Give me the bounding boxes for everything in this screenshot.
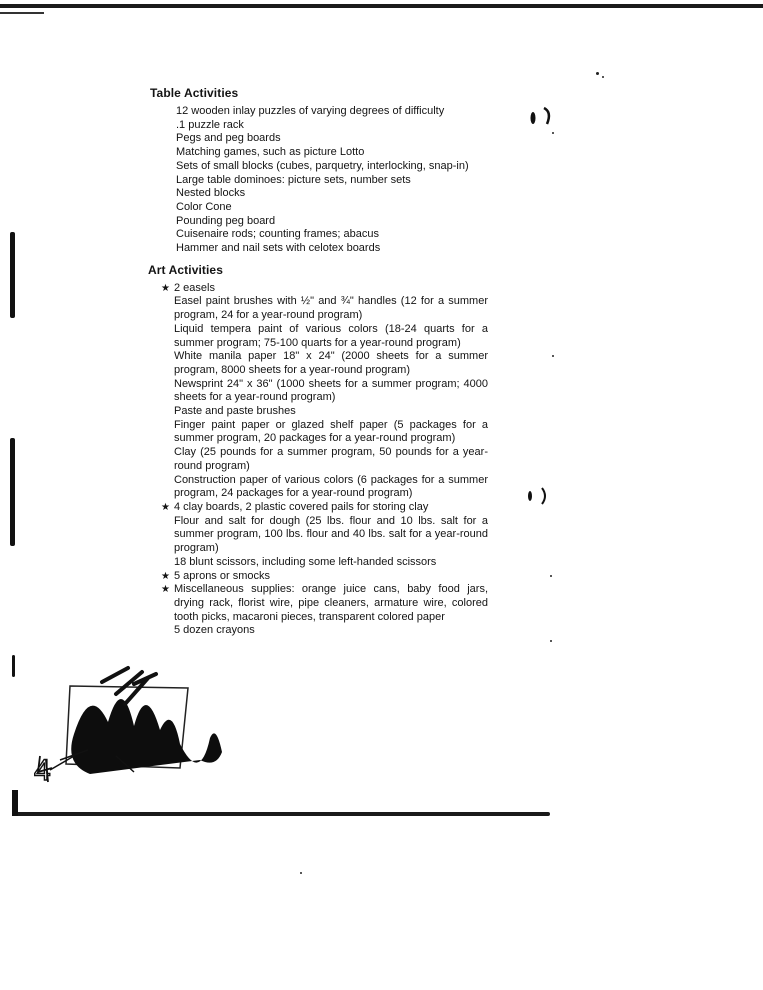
list-item-text: Newsprint 24" x 36" (1000 sheets for a summer program; 4000 sheets for a year-round program)	[174, 377, 488, 404]
section-table-activities	[148, 86, 488, 256]
list-item-text: Paste and paste brushes	[174, 405, 296, 418]
list-item-text: Pegs and peg boards	[176, 132, 281, 145]
speck	[300, 872, 302, 874]
speck	[552, 132, 554, 134]
bottom-rule	[12, 812, 550, 816]
star-icon: ★	[161, 570, 170, 582]
list-item-text: Finger paint paper or glazed shelf paper (5 packages for a summer program, 20 packages for a year-round program)	[174, 418, 488, 445]
list-item	[174, 556, 488, 570]
list-item	[174, 474, 488, 501]
speck	[552, 355, 554, 357]
speck	[550, 640, 552, 642]
left-margin-bar	[10, 232, 15, 318]
list-item	[176, 174, 488, 188]
list-item	[174, 624, 488, 638]
list-item-text: 4 clay boards, 2 plastic covered pails for storing clay	[174, 500, 429, 513]
list-item	[174, 378, 488, 405]
scribbled-drawing-icon	[30, 664, 230, 784]
top-rule-fragment	[0, 12, 44, 14]
list-item	[176, 132, 488, 146]
list-item-text: Flour and salt for dough (25 lbs. flour and 10 lbs. salt for a summer program, 100 lbs. flour and 40 lbs. salt for a year-round program)	[174, 514, 488, 555]
list-item-text: Color Cone	[176, 200, 232, 213]
item-list	[148, 105, 488, 256]
handwritten-paren-icon	[520, 484, 560, 508]
list-item-text: Liquid tempera paint of various colors (18-24 quarts for a summer program; 75-100 quarts for a year-round program)	[174, 322, 488, 349]
item-list	[148, 282, 488, 638]
speck	[602, 76, 604, 78]
document-body	[148, 86, 488, 638]
star-icon: ★	[161, 501, 170, 513]
list-item-text: Sets of small blocks (cubes, parquetry, interlocking, snap-in)	[176, 159, 469, 172]
list-item	[176, 119, 488, 133]
list-item	[174, 323, 488, 350]
list-item-text: 2 easels	[174, 281, 215, 294]
list-item	[174, 405, 488, 419]
list-item-text: Matching games, such as picture Lotto	[176, 146, 365, 159]
list-item	[161, 500, 488, 515]
bottom-rule-tick	[12, 790, 18, 816]
top-rule	[0, 4, 763, 8]
list-item	[176, 228, 488, 242]
list-item	[176, 201, 488, 215]
left-margin-bar	[12, 655, 15, 677]
list-item-text: Miscellaneous supplies: orange juice cans, baby food jars, drying rack, florist wire, pipe cleaners, armature wire, colored tooth picks, macaroni pieces, transparent colored paper	[174, 583, 488, 623]
list-item-text: Pounding peg board	[176, 214, 276, 227]
section-art-activities	[148, 263, 488, 638]
list-item	[176, 105, 488, 119]
handwritten-page-mark: 4	[34, 754, 51, 784]
list-item	[161, 281, 488, 296]
list-item	[176, 187, 488, 201]
list-item-text: Large table dominoes: picture sets, number sets	[176, 173, 411, 186]
section-heading: Table Activities	[150, 86, 239, 100]
list-item-text: 5 dozen crayons	[174, 624, 255, 637]
list-item	[176, 242, 488, 256]
list-item-text: Nested blocks	[176, 187, 246, 200]
list-item-text: 18 blunt scissors, including some left-handed scissors	[174, 555, 437, 568]
list-item-text: White manila paper 18" x 24" (2000 sheets for a summer program, 8000 sheets for a year-round program)	[174, 350, 488, 376]
list-item	[176, 215, 488, 229]
list-item-text: Clay (25 pounds for a summer program, 50 pounds for a year-round program)	[174, 446, 488, 472]
list-item	[176, 160, 488, 174]
list-item	[174, 419, 488, 446]
handwritten-bracket-icon	[520, 102, 560, 132]
section-heading: Art Activities	[148, 262, 223, 277]
list-item	[176, 146, 488, 160]
left-margin-bar	[10, 438, 15, 546]
list-item	[161, 583, 488, 624]
speck	[550, 575, 552, 577]
star-icon: ★	[161, 282, 170, 294]
speck	[596, 72, 599, 75]
list-item	[174, 515, 488, 556]
list-item	[174, 350, 488, 377]
list-item-text: Easel paint brushes with ½" and ¾" handles (12 for a summer program, 24 for a year-round program)	[174, 295, 488, 322]
list-item-text: Hammer and nail sets with celotex boards	[176, 242, 381, 255]
star-icon: ★	[161, 584, 170, 596]
list-item	[174, 295, 488, 322]
list-item-text: Cuisenaire rods; counting frames; abacus	[176, 228, 379, 241]
list-item-text: 12 wooden inlay puzzles of varying degrees of difficulty	[176, 105, 445, 117]
list-item	[174, 446, 488, 473]
list-item-text: 5 aprons or smocks	[174, 569, 270, 582]
list-item	[161, 569, 488, 584]
list-item-text: Construction paper of various colors (6 packages for a summer program, 24 packages for a year-round program)	[174, 473, 488, 500]
list-item-text: .1 puzzle rack	[176, 118, 244, 131]
